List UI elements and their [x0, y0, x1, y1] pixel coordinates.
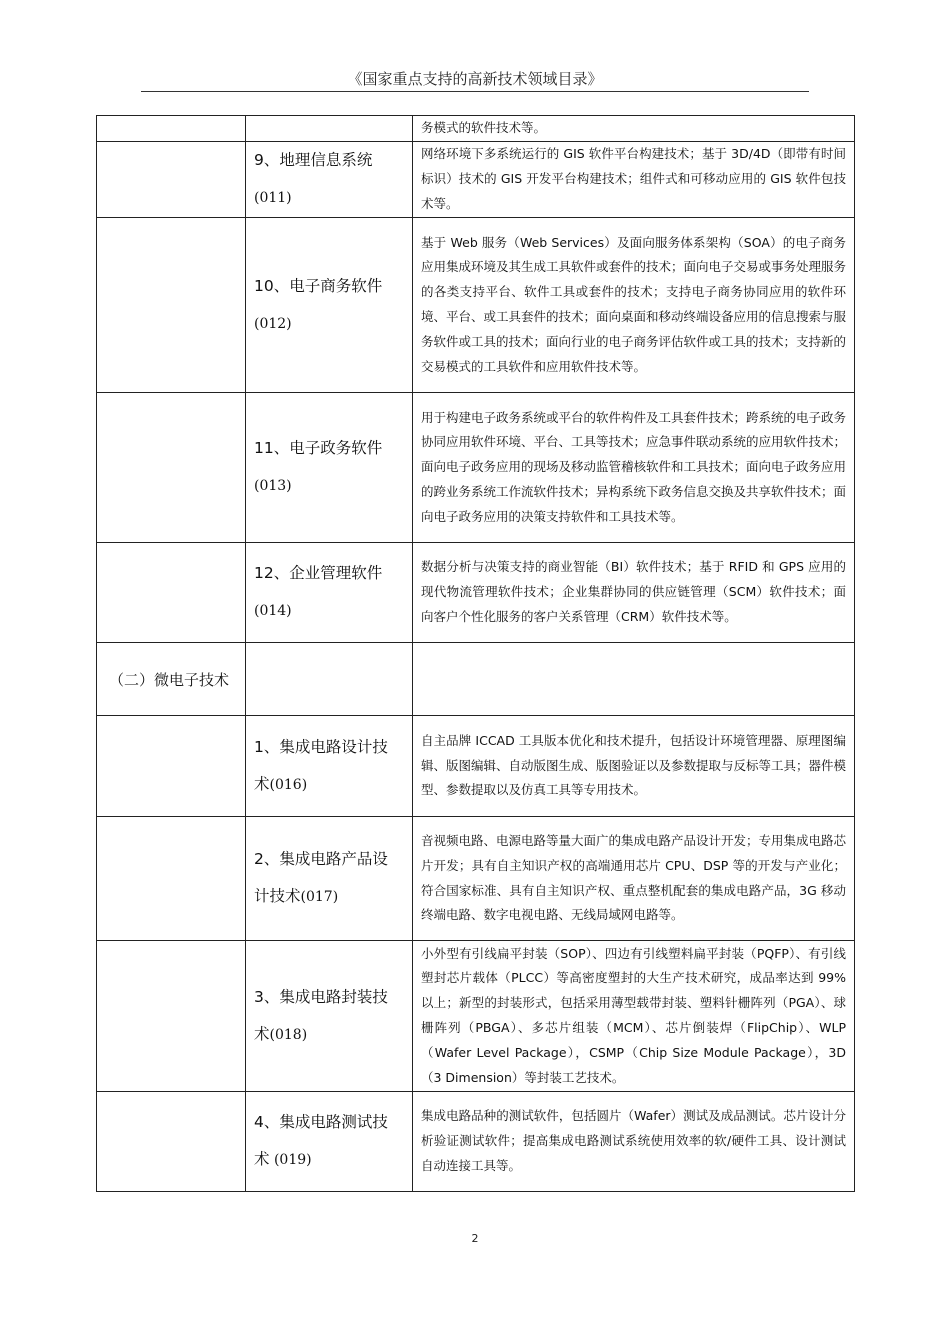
tech-name: 11、电子政务软件	[254, 439, 383, 457]
tech-name: 1、集成电路设计技术	[254, 737, 388, 793]
table-row	[97, 218, 855, 393]
tech-desc-cell: 自主品牌 ICCAD 工具版本优化和技术提升，包括设计环境管理器、原理图编辑、版图编辑、自动版图生成、版图验证以及参数提取与反标等工具；器件模型、参数提取以及仿真工具等专用技术。	[413, 716, 855, 817]
tech-desc-cell	[413, 643, 855, 716]
tech-name-cell	[246, 543, 413, 643]
tech-name: 3、集成电路封装技术	[254, 987, 388, 1043]
tech-domain-table	[96, 115, 855, 1192]
tech-desc-cell: 集成电路品种的测试软件，包括圆片（Wafer）测试及成品测试。芯片设计分析验证测试软件；提高集成电路测试系统使用效率的软/硬件工具、设计测试自动连接工具等。	[413, 1092, 855, 1192]
tech-name-cell	[246, 142, 413, 218]
tech-desc-cell: 基于 Web 服务（Web Services）及面向服务体系架构（SOA）的电子商务应用集成环境及其生成工具软件或套件的技术；面向电子交易或事务处理服务的各类支持平台、软件工具或套件的技术；支持电子商务协同应用的软件环境、平台、或工具套件的技术；面向桌面和移动终端设备应用的信息搜索与服务软件或工具的技术；面向行业的电子商务评估软件或工具的技术；支持新的交易模式的工具软件和应用软件技术等。	[413, 218, 855, 393]
tech-code: (019)	[269, 1152, 312, 1168]
category-cell	[97, 543, 246, 643]
tech-name-cell	[246, 817, 413, 941]
category-cell	[97, 1092, 246, 1192]
tech-name-cell	[246, 716, 413, 817]
page-header-title: 《国家重点支持的高新技术领域目录》	[347, 70, 603, 88]
header-divider	[141, 91, 809, 92]
table-row	[97, 716, 855, 817]
tech-name: 2、集成电路产品设计技术	[254, 850, 388, 905]
tech-code: (012)	[254, 315, 292, 332]
category-cell	[97, 142, 246, 218]
table-row	[97, 817, 855, 941]
category-cell	[97, 393, 246, 543]
category-cell	[97, 941, 246, 1092]
tech-code: (011)	[254, 190, 292, 206]
tech-code: (017)	[300, 889, 339, 905]
tech-name: 12、企业管理软件	[254, 564, 383, 582]
tech-code: (013)	[254, 478, 292, 494]
tech-name-cell	[246, 941, 413, 1092]
tech-code: (014)	[254, 603, 292, 619]
tech-code: (016)	[269, 776, 308, 793]
table-row	[97, 543, 855, 643]
page-number: 2	[471, 1232, 479, 1245]
tech-name: 10、电子商务软件	[254, 276, 383, 295]
tech-name-cell	[246, 218, 413, 393]
tech-code: (018)	[269, 1026, 308, 1043]
tech-name: 9、地理信息系统	[254, 151, 373, 169]
category-cell: （二）微电子技术	[97, 643, 246, 716]
tech-name-cell	[246, 643, 413, 716]
table-row	[97, 1092, 855, 1192]
tech-desc-cell: 用于构建电子政务系统或平台的软件构件及工具套件技术；跨系统的电子政务协同应用软件环境、平台、工具等技术；应急事件联动系统的应用软件技术；面向电子政务应用的现场及移动监管稽核软件和工具技术；面向电子政务应用的跨业务系统工作流软件技术；异构系统下政务信息交换及共享软件技术；面向电子政务应用的决策支持软件和工具技术等。	[413, 393, 855, 543]
table-row	[97, 941, 855, 1092]
tech-desc-cell: 网络环境下多系统运行的 GIS 软件平台构建技术；基于 3D/4D（即带有时间标识）技术的 GIS 开发平台构建技术；组件式和可移动应用的 GIS 软件包技术等。	[413, 142, 855, 218]
tech-desc-cell: 小外型有引线扁平封装（SOP）、四边有引线塑料扁平封装（PQFP）、有引线塑封芯片载体（PLCC）等高密度塑封的大生产技术研究，成品率达到 99%以上；新型的封装形式，包括采用薄型载带封装、塑料针栅阵列（PGA）、球栅阵列（PBGA）、多芯片组装（MCM）、芯片倒装焊（FlipChip）、WLP（Wafer Level Package），CSMP（Chip Size Module Package），3D（3 Dimension）等封装工艺技术。	[413, 941, 855, 1092]
tech-desc-cell: 务模式的软件技术等。	[413, 116, 855, 142]
tech-desc-cell: 音视频电路、电源电路等量大面广的集成电路产品设计开发；专用集成电路芯片开发；具有自主知识产权的高端通用芯片 CPU、DSP 等的开发与产业化；符合国家标准、具有自主知识产权、重点整机配套的集成电路产品，3G 移动终端电路、数字电视电路、无线局域网电路等。	[413, 817, 855, 941]
table-row	[97, 116, 855, 142]
category-cell	[97, 218, 246, 393]
table-row	[97, 643, 855, 716]
tech-name-cell	[246, 1092, 413, 1192]
category-cell	[97, 817, 246, 941]
tech-desc-cell: 数据分析与决策支持的商业智能（BI）软件技术；基于 RFID 和 GPS 应用的现代物流管理软件技术；企业集群协同的供应链管理（SCM）软件技术；面向客户个性化服务的客户关系管理（CRM）软件技术等。	[413, 543, 855, 643]
tech-name: 4、集成电路测试技术	[254, 1113, 388, 1168]
tech-name-cell	[246, 393, 413, 543]
tech-name-cell	[246, 116, 413, 142]
category-cell	[97, 116, 246, 142]
table-row	[97, 393, 855, 543]
table-row	[97, 142, 855, 218]
category-cell	[97, 716, 246, 817]
